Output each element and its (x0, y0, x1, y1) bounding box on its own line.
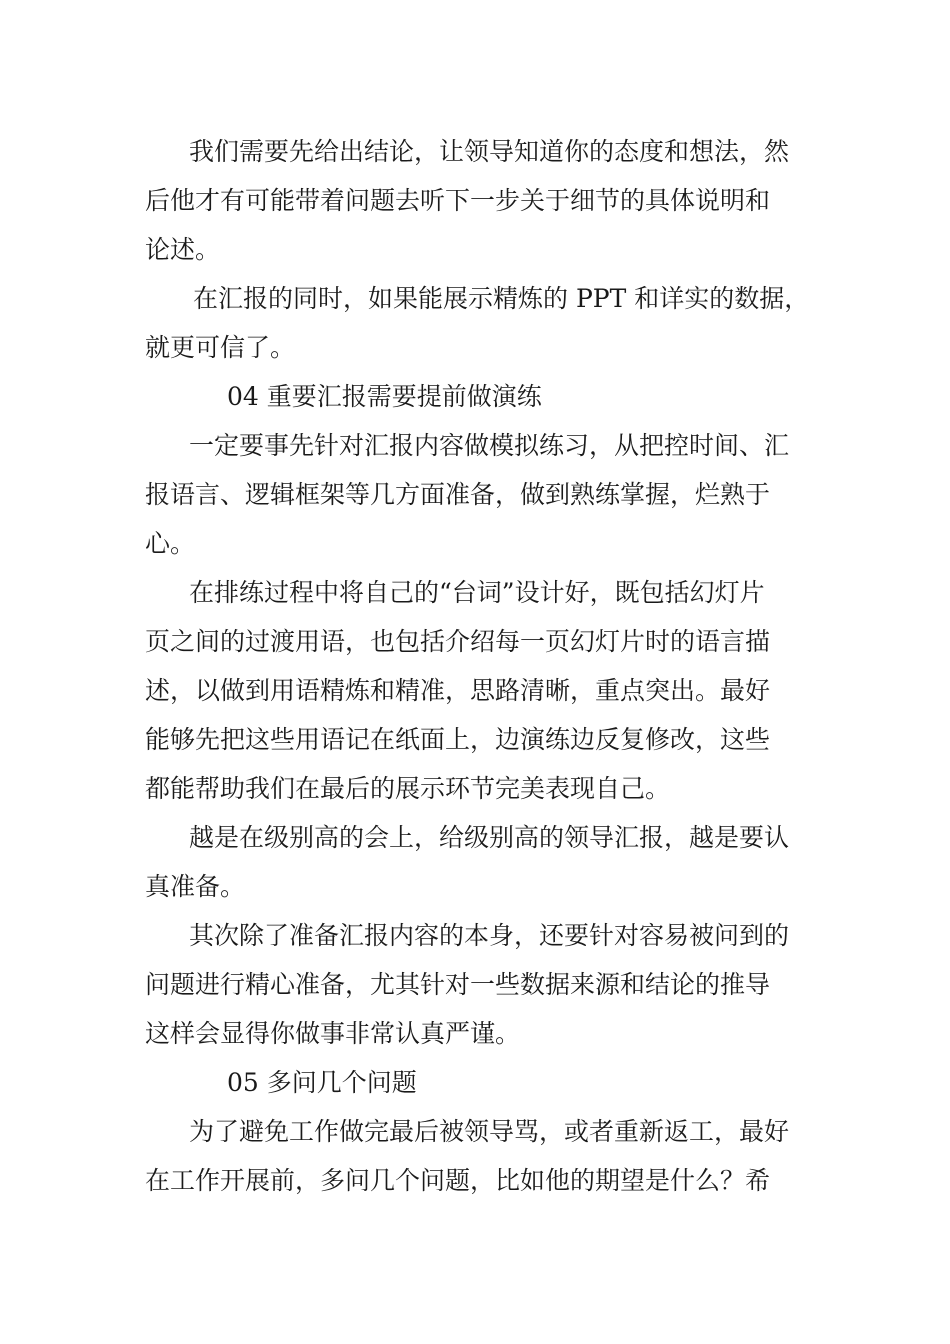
text-line: 在排练过程中将自己的“台词”设计好，既包括幻灯片 (189, 578, 765, 607)
section-heading: 04 重要汇报需要提前做演练 (227, 382, 542, 411)
paragraph-rehearsal (145, 421, 810, 568)
text-line: 在汇报的同时，如果能展示精炼的 PPT 和详实的数据， (193, 284, 810, 313)
paragraph-script-lines (145, 568, 810, 813)
paragraph-prepare-questions (145, 911, 810, 1058)
text-line: 一定要事先针对汇报内容做模拟练习，从把控时间、汇 (189, 431, 790, 460)
text-line: 后他才有可能带着问题去听下一步关于细节的具体说明和 (145, 186, 771, 215)
text-line: 我们需要先给出结论，让领导知道你的态度和想法，然 (189, 137, 790, 166)
section-heading: 05 多问几个问题 (227, 1068, 417, 1097)
section-heading-05 (145, 1058, 810, 1107)
text-line: 心。 (145, 529, 196, 558)
text-line: 这样会显得你做事非常认真严谨。 (145, 1019, 521, 1048)
text-line: 就更可信了。 (145, 333, 296, 362)
text-line: 真准备。 (145, 872, 246, 901)
text-line: 其次除了准备汇报内容的本身，还要针对容易被问到的 (189, 921, 790, 950)
document-body (145, 127, 810, 1205)
text-line: 都能帮助我们在最后的展示环节完美表现自己。 (145, 774, 671, 803)
text-line: 页之间的过渡用语，也包括介绍每一页幻灯片时的语言描 (145, 627, 771, 656)
text-line: 越是在级别高的会上，给级别高的领导汇报，越是要认 (189, 823, 790, 852)
text-line: 在工作开展前，多问几个问题，比如他的期望是什么？希 (145, 1166, 771, 1195)
section-heading-04 (145, 372, 810, 421)
text-line: 述，以做到用语精炼和精准，思路清晰，重点突出。最好 (145, 676, 771, 705)
text-line: 能够先把这些用语记在纸面上，边演练边反复修改，这些 (145, 725, 771, 754)
paragraph-ask-questions (145, 1107, 810, 1205)
paragraph-ppt-data (145, 274, 810, 372)
text-line: 论述。 (145, 235, 221, 264)
text-line: 问题进行精心准备，尤其针对一些数据来源和结论的推导 (145, 970, 771, 999)
text-line: 报语言、逻辑框架等几方面准备，做到熟练掌握，烂熟于 (145, 480, 771, 509)
paragraph-conclusion-first (145, 127, 810, 274)
text-line: 为了避免工作做完最后被领导骂，或者重新返工，最好 (189, 1117, 790, 1146)
paragraph-high-level-meeting (145, 813, 810, 911)
